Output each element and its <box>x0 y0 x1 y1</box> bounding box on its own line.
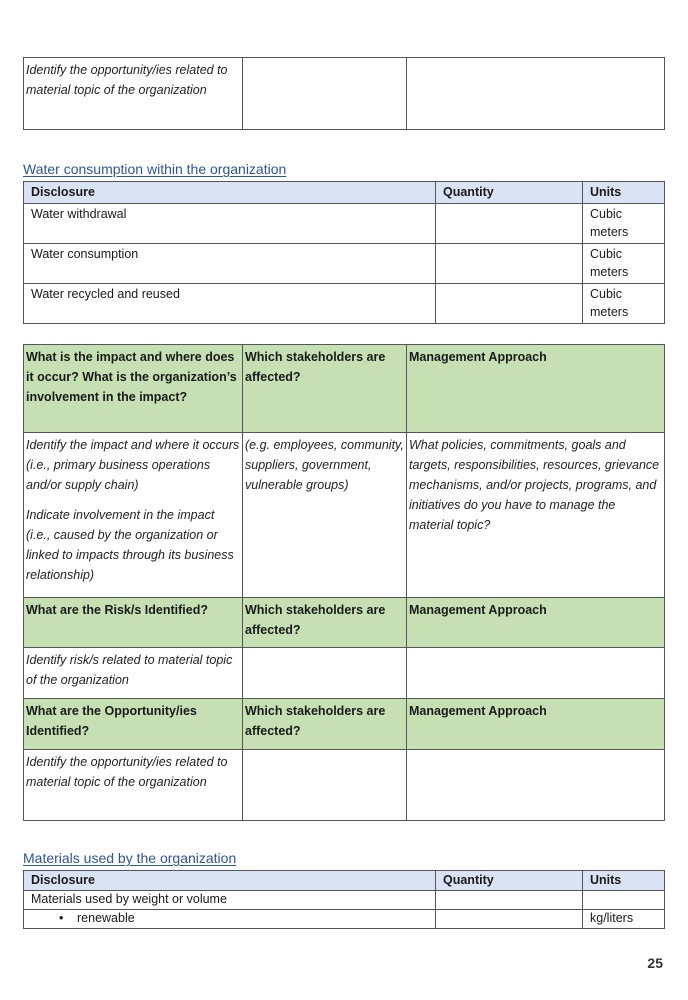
risk-description-cell: Identify risk/s related to material topic of the organization <box>24 648 243 699</box>
disclosure-cell: Water recycled and reused <box>24 284 436 324</box>
quantity-cell[interactable] <box>436 910 583 929</box>
header-disclosure: Disclosure <box>24 871 436 891</box>
header-quantity: Quantity <box>436 182 583 204</box>
impact-row <box>24 433 665 598</box>
opportunity-continuation-table <box>23 57 665 130</box>
impact-description-cell <box>24 433 243 598</box>
table-row <box>24 910 665 929</box>
stakeholders-example-cell: (e.g. employees, community, suppliers, government, vulnerable groups) <box>243 433 407 598</box>
units-cell: Cubic meters <box>583 244 665 284</box>
risk-header-management: Management Approach <box>407 598 665 648</box>
impact-description-para: Identify the impact and where it occurs (i.e., primary business operations and/or supply chain) <box>26 438 240 492</box>
opportunity-management-cell[interactable] <box>407 750 665 821</box>
units-cell <box>583 891 665 910</box>
header-units: Units <box>583 871 665 891</box>
table-row <box>24 58 665 130</box>
disclosure-text: renewable <box>77 911 135 925</box>
opportunity-header-management: Management Approach <box>407 699 665 750</box>
header-quantity: Quantity <box>436 871 583 891</box>
header-disclosure: Disclosure <box>24 182 436 204</box>
opportunity-description-cell: Identify the opportunity/ies related to material topic of the organization <box>24 58 243 130</box>
disclosure-cell: Water withdrawal <box>24 204 436 244</box>
quantity-cell[interactable] <box>436 284 583 324</box>
materials-section-title: Materials used by the organization <box>23 850 237 866</box>
risk-stakeholders-cell[interactable] <box>243 648 407 699</box>
table-header-row <box>24 182 665 204</box>
stakeholders-cell[interactable] <box>243 58 407 130</box>
water-consumption-table <box>23 181 665 324</box>
table-row <box>24 284 665 324</box>
quantity-cell[interactable] <box>436 204 583 244</box>
quantity-cell[interactable] <box>436 244 583 284</box>
opportunity-header-question: What are the Opportunity/ies Identified? <box>24 699 243 750</box>
risk-header-row <box>24 598 665 648</box>
table-row <box>24 244 665 284</box>
opportunity-header-row <box>24 699 665 750</box>
materials-table <box>23 870 665 929</box>
disclosure-cell: Water consumption <box>24 244 436 284</box>
impact-header-management: Management Approach <box>407 345 665 433</box>
risk-header-stakeholders: Which stakeholders are affected? <box>243 598 407 648</box>
units-cell: kg/liters <box>583 910 665 929</box>
header-units: Units <box>583 182 665 204</box>
opportunity-row <box>24 750 665 821</box>
impact-header-row <box>24 345 665 433</box>
table-row <box>24 891 665 910</box>
impact-header-question: What is the impact and where does it occur? What is the organization’s involvement in the impact? <box>24 345 243 433</box>
risk-header-question: What are the Risk/s Identified? <box>24 598 243 648</box>
disclosure-cell: Materials used by weight or volume <box>24 891 436 910</box>
table-row <box>24 204 665 244</box>
units-cell: Cubic meters <box>583 284 665 324</box>
involvement-description-para: Indicate involvement in the impact (i.e., caused by the organization or linked to impacts through its business relationship) <box>26 508 234 582</box>
risk-row <box>24 648 665 699</box>
page-number: 25 <box>647 955 663 971</box>
management-approach-prompt-cell: What policies, commitments, goals and targets, responsibilities, resources, grievance mechanisms, and/or projects, programs, and initiatives do you have to manage the material topic? <box>407 433 665 598</box>
impact-risk-opportunity-table <box>23 344 665 821</box>
opportunity-description-cell: Identify the opportunity/ies related to material topic of the organization <box>24 750 243 821</box>
opportunity-header-stakeholders: Which stakeholders are affected? <box>243 699 407 750</box>
opportunity-stakeholders-cell[interactable] <box>243 750 407 821</box>
table-header-row <box>24 871 665 891</box>
units-cell: Cubic meters <box>583 204 665 244</box>
disclosure-cell <box>24 910 436 929</box>
bullet-icon: • <box>59 911 64 925</box>
quantity-cell[interactable] <box>436 891 583 910</box>
management-approach-cell[interactable] <box>407 58 665 130</box>
impact-header-stakeholders: Which stakeholders are affected? <box>243 345 407 433</box>
risk-management-cell[interactable] <box>407 648 665 699</box>
water-section-title: Water consumption within the organization <box>23 161 287 177</box>
